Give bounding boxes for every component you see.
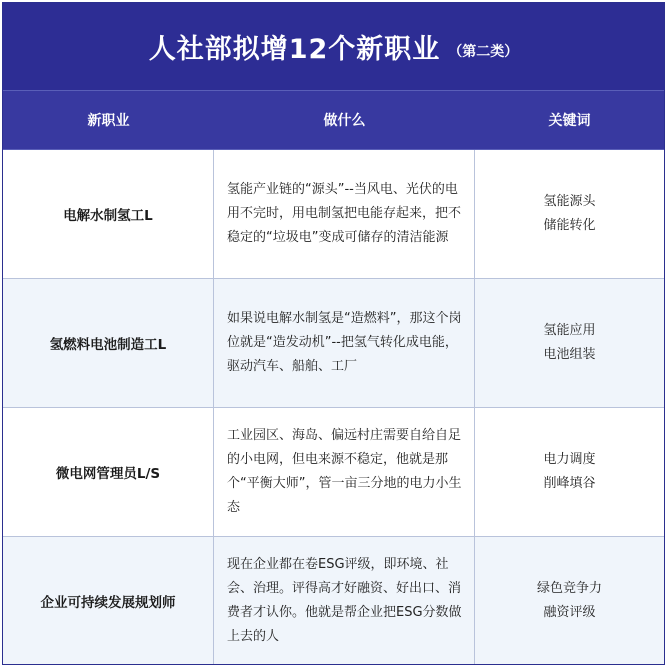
table-row: [3, 408, 664, 537]
description-cell: 氢能产业链的“源头”--当风电、光伏的电用不完时，用电制氢把电能存起来，把不稳定的“垃圾电”变成可储存的清洁能源: [214, 150, 475, 278]
keyword: 电池组装: [543, 347, 596, 362]
keyword: 储能转化: [543, 218, 596, 233]
table-row: [3, 150, 664, 279]
table-header-row: [3, 91, 664, 150]
column-header-what: 做什么: [323, 113, 366, 129]
page-title: 人社部拟增12个新职业: [148, 34, 441, 65]
table-body: [3, 150, 664, 665]
occupation-table-card: [2, 2, 665, 665]
description-cell: 工业园区、海岛、偏远村庄需要自给自足的小电网，但电来源不稳定，他就是那个“平衡大师”，管一亩三分地的电力小生态: [214, 408, 475, 536]
keywords-cell: [475, 279, 664, 407]
column-header-job: 新职业: [87, 113, 130, 129]
job-name-cell: 微电网管理员L/S: [3, 408, 214, 536]
column-header-keywords: 关键词: [548, 113, 591, 129]
keywords-cell: [475, 408, 664, 536]
keywords-cell: [475, 537, 664, 665]
job-name-cell: 氢燃料电池制造工L: [3, 279, 214, 407]
job-name-cell: 企业可持续发展规划师: [3, 537, 214, 665]
keyword: 氢能应用: [543, 323, 596, 338]
keywords-cell: [475, 150, 664, 278]
keyword: 电力调度: [543, 452, 596, 467]
keyword: 融资评级: [543, 605, 596, 620]
keyword: 削峰填谷: [543, 476, 596, 491]
keyword: 绿色竞争力: [536, 581, 602, 596]
table-row: [3, 537, 664, 665]
job-name-cell: 电解水制氢工L: [3, 150, 214, 278]
description-cell: 如果说电解水制氢是“造燃料”，那这个岗位就是“造发动机”--把氢气转化成电能，驱动汽车、船舶、工厂: [214, 279, 475, 407]
table-row: [3, 279, 664, 408]
title-banner: [3, 3, 664, 91]
page-subtitle: （第二类）: [448, 43, 519, 60]
description-cell: 现在企业都在卷ESG评级，即环境、社会、治理。评得高才好融资、好出口、消费者才认你。他就是帮企业把ESG分数做上去的人: [214, 537, 475, 665]
keyword: 氢能源头: [543, 194, 596, 209]
